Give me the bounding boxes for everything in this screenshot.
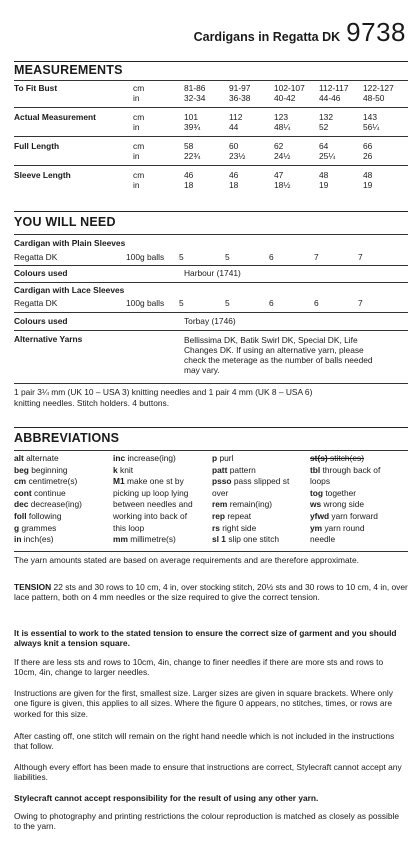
measurement-in: 19 bbox=[319, 180, 329, 190]
ball-amount: 5 bbox=[225, 298, 230, 308]
abbreviation-entry: p purl bbox=[212, 453, 234, 463]
responsibility-note: Stylecraft cannot accept responsibility for the result of using any other yarn. bbox=[14, 793, 319, 803]
abbreviation-entry: ym yarn round bbox=[310, 522, 365, 533]
abbreviation-entry: tbl through back of bbox=[310, 464, 381, 475]
abbreviation-entry: yfwd yarn forward bbox=[310, 511, 378, 521]
alternative-yarns-text: Bellissima DK, Batik Swirl DK, Special DK, Life Changes DK. If using an alternative yarn, please check the meterage as the number of balls needed may vary. bbox=[184, 335, 373, 376]
measurement-cm: 91-97 bbox=[229, 83, 251, 93]
measurement-label: To Fit Bust bbox=[14, 83, 58, 93]
lace-yarn-unit: 100g balls bbox=[126, 298, 165, 308]
abbreviation-entry: ws wrong side bbox=[310, 499, 365, 510]
measurement-label: Actual Measurement bbox=[14, 112, 96, 122]
measurement-cm: 46 bbox=[229, 170, 239, 180]
measurement-in: 23½ bbox=[229, 151, 246, 161]
measurement-in: 44 bbox=[229, 122, 239, 132]
measurement-cm: 101 bbox=[184, 112, 198, 122]
measurement-in: 18 bbox=[229, 180, 239, 190]
abbreviation-entry: loops bbox=[310, 476, 331, 487]
measurement-in: 18½ bbox=[274, 180, 291, 190]
measurement-cm: 122-127 bbox=[363, 83, 394, 93]
divider bbox=[14, 551, 408, 552]
plain-colours-label: Colours used bbox=[14, 268, 68, 278]
abbreviation-entry: cont continue bbox=[14, 487, 66, 498]
plain-colours-value: Harbour (1741) bbox=[184, 268, 241, 278]
measurement-cm: 58 bbox=[184, 141, 194, 151]
abbreviation-entry: foll following bbox=[14, 511, 62, 521]
ball-amount: 5 bbox=[179, 252, 184, 262]
measurement-cm: 123 bbox=[274, 112, 288, 122]
measurement-cm: 102-107 bbox=[274, 83, 305, 93]
abbreviation-entry: inc increase(ing) bbox=[113, 453, 176, 463]
measurement-in: 18 bbox=[184, 180, 194, 190]
measurement-in: 44-46 bbox=[319, 93, 341, 103]
unit-label: in bbox=[133, 180, 140, 190]
lace-yarn-name: Regatta DK bbox=[14, 298, 58, 308]
instructions-note: Instructions are given for the first, smallest size. Larger sizes are given in square brackets. Where only one figure is given, this applies to all sizes. Where the figure 0 appears, no stitches, times, or rows are worked for this size. bbox=[14, 688, 393, 719]
lace-sleeves-title: Cardigan with Lace Sleeves bbox=[14, 285, 125, 295]
abbreviation-entry: sl 1 slip one stitch bbox=[212, 534, 280, 545]
photography-note: Owing to photography and printing restrictions the colour reproduction is matched as closely as possible to the yarn. bbox=[14, 811, 399, 832]
abbreviation-entry: this loop bbox=[113, 522, 145, 533]
abbreviation-entry: beg beginning bbox=[14, 464, 68, 475]
measurement-in: 32-34 bbox=[184, 93, 206, 103]
yarn-amounts-note: The yarn amounts stated are based on average requirements and are therefore approximate. bbox=[14, 555, 359, 565]
divider bbox=[14, 450, 408, 451]
measurement-in: 19 bbox=[363, 180, 373, 190]
measurement-cm: 112-117 bbox=[319, 83, 349, 93]
abbreviation-entry: alt alternate bbox=[14, 453, 59, 463]
plain-yarn-unit: 100g balls bbox=[126, 252, 165, 262]
ball-amount: 5 bbox=[179, 298, 184, 308]
measurement-cm: 112 bbox=[229, 112, 243, 122]
measurement-cm: 132 bbox=[319, 112, 333, 122]
pattern-title: Cardigans in Regatta DK bbox=[193, 30, 341, 44]
abbreviation-entry: rs right side bbox=[212, 522, 257, 533]
lace-colours-value: Torbay (1746) bbox=[184, 316, 236, 326]
abbreviation-entry: mm millimetre(s) bbox=[113, 534, 176, 545]
divider bbox=[14, 61, 408, 62]
measurement-cm: 48 bbox=[319, 170, 329, 180]
liability-note: Although every effort has been made to ensure that instructions are correct, Stylecraft cannot accept any liabilities. bbox=[14, 762, 402, 783]
unit-label: cm bbox=[133, 83, 145, 93]
measurement-label: Sleeve Length bbox=[14, 170, 71, 180]
measurement-in: 36-38 bbox=[229, 93, 251, 103]
divider bbox=[14, 383, 408, 384]
needles-text: 1 pair 3¼ mm (UK 10 – USA 3) knitting needles and 1 pair 4 mm (UK 8 – USA 6) knitting needles. Stitch holders. 4 buttons. bbox=[14, 387, 313, 408]
measurement-cm: 143 bbox=[363, 112, 377, 122]
abbreviation-entry: k knit bbox=[113, 464, 134, 475]
abbreviation-entry: needle bbox=[310, 534, 336, 545]
measurement-cm: 47 bbox=[274, 170, 284, 180]
abbreviation-entry: working into back of bbox=[113, 511, 188, 521]
abbreviation-entry: psso pass slipped st bbox=[212, 476, 290, 487]
abbreviations-heading: ABBREVIATIONS bbox=[14, 431, 120, 445]
divider bbox=[14, 312, 408, 313]
measurement-label: Full Length bbox=[14, 141, 60, 151]
measurement-cm: 46 bbox=[184, 170, 194, 180]
plain-yarn-name: Regatta DK bbox=[14, 252, 58, 262]
lace-colours-label: Colours used bbox=[14, 316, 68, 326]
tension-note: TENSION 22 sts and 30 rows to 10 cm, 4 in, over stocking stitch, 20½ sts and 30 rows to 10 cm, 4 in, over lace pattern, both on 4 mm needles or the size required to give the correct tension. bbox=[14, 582, 408, 603]
ball-amount: 7 bbox=[358, 298, 363, 308]
ball-amount: 5 bbox=[225, 252, 230, 262]
measurement-in: 40-42 bbox=[274, 93, 296, 103]
measurement-cm: 48 bbox=[363, 170, 373, 180]
abbreviation-entry: M1 make one st by bbox=[113, 476, 184, 487]
measurements-heading: MEASUREMENTS bbox=[14, 63, 123, 77]
measurement-in: 39¾ bbox=[184, 122, 201, 132]
measurement-cm: 81-86 bbox=[184, 83, 206, 93]
divider bbox=[14, 427, 408, 428]
measurement-in: 24½ bbox=[274, 151, 291, 161]
divider bbox=[14, 80, 408, 81]
unit-label: in bbox=[133, 93, 140, 103]
divider bbox=[14, 136, 408, 137]
ball-amount: 6 bbox=[269, 298, 274, 308]
ball-amount: 7 bbox=[358, 252, 363, 262]
abbreviation-entry: picking up loop lying bbox=[113, 487, 189, 498]
measurement-in: 48-50 bbox=[363, 93, 385, 103]
abbreviation-entry: over bbox=[212, 487, 229, 498]
divider bbox=[14, 330, 408, 331]
measurement-in: 48¼ bbox=[274, 122, 291, 132]
you-will-need-heading: YOU WILL NEED bbox=[14, 215, 116, 229]
measurement-in: 22¾ bbox=[184, 151, 201, 161]
divider bbox=[14, 211, 408, 212]
unit-label: cm bbox=[133, 112, 145, 122]
measurement-cm: 66 bbox=[363, 141, 373, 151]
unit-label: cm bbox=[133, 170, 145, 180]
measurement-cm: 64 bbox=[319, 141, 329, 151]
ball-amount: 6 bbox=[314, 298, 319, 308]
divider bbox=[14, 234, 408, 235]
page-header bbox=[194, 18, 406, 48]
abbreviation-entry: in inch(es) bbox=[14, 534, 54, 545]
unit-label: in bbox=[133, 122, 140, 132]
pattern-number: 9738 bbox=[346, 17, 406, 47]
abbreviation-entry: rem remain(ing) bbox=[212, 499, 273, 510]
abbreviation-entry: tog together bbox=[310, 487, 357, 498]
divider bbox=[14, 165, 408, 166]
alternative-yarns-label: Alternative Yarns bbox=[14, 334, 83, 344]
unit-label: cm bbox=[133, 141, 145, 151]
divider bbox=[14, 265, 408, 266]
divider bbox=[14, 107, 408, 108]
abbreviation-entry: st(s) stitch(es) bbox=[310, 453, 364, 463]
unit-label: in bbox=[133, 151, 140, 161]
abbreviation-entry: g grammes bbox=[14, 522, 57, 533]
measurement-cm: 62 bbox=[274, 141, 284, 151]
abbreviation-entry: cm centimetre(s) bbox=[14, 476, 78, 487]
needle-change-note: If there are less sts and rows to 10cm, 4in, change to finer needles if there are more sts and rows to 10cm, 4in, change to larger needles. bbox=[14, 657, 384, 678]
tension-essential-note: It is essential to work to the stated tension to ensure the correct size of garment and you should always knit a tension square. bbox=[14, 628, 397, 649]
abbreviation-entry: patt pattern bbox=[212, 464, 256, 475]
abbreviation-entry: dec decrease(ing) bbox=[14, 499, 82, 510]
measurement-in: 25¼ bbox=[319, 151, 336, 161]
measurement-in: 26 bbox=[363, 151, 373, 161]
abbreviation-entry: rep repeat bbox=[212, 511, 252, 521]
measurement-in: 56¼ bbox=[363, 122, 380, 132]
ball-amount: 6 bbox=[269, 252, 274, 262]
casting-off-note: After casting off, one stitch will remain on the right hand needle which is not included in the instructions that follow. bbox=[14, 731, 395, 752]
measurement-in: 52 bbox=[319, 122, 329, 132]
abbreviation-entry: between needles and bbox=[113, 499, 193, 510]
ball-amount: 7 bbox=[314, 252, 319, 262]
divider bbox=[14, 282, 408, 283]
measurement-cm: 60 bbox=[229, 141, 239, 151]
plain-sleeves-title: Cardigan with Plain Sleeves bbox=[14, 238, 126, 248]
